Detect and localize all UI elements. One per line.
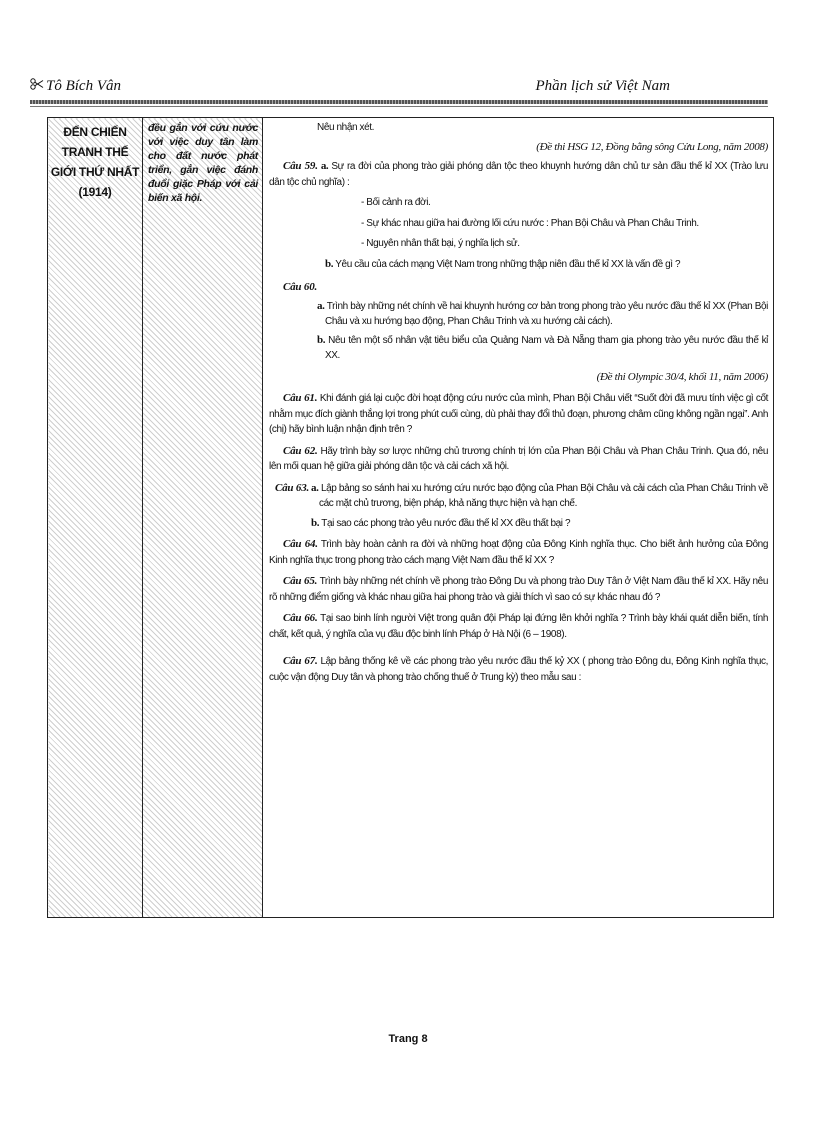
question-61 — [269, 391, 768, 438]
question-63-b — [269, 516, 768, 532]
table-row — [48, 118, 774, 918]
question-66 — [269, 611, 768, 642]
question-65 — [269, 574, 768, 605]
page-number: Trang 8 — [388, 1033, 428, 1045]
page-header — [30, 70, 768, 100]
sub-item: - Nguyên nhân thất bại, ý nghĩa lịch sử. — [361, 238, 520, 249]
questions-cell — [263, 118, 774, 918]
question-text: Lập bảng so sánh hai xu hướng cứu nước bạo động của Phan Bội Châu và cải cách của Phan Châu Trinh về các mặt chủ trương, biện pháp, khả năng thực hiện và hạn chế. — [319, 482, 768, 509]
summary-text: đều gắn với cứu nước với việc duy tân làm cho đất nước phát triển, gắn việc đánh đuổi giặc Pháp với cải biến xã hội. — [148, 122, 258, 204]
question-text: Nêu tên một số nhân vật tiêu biểu của Quảng Nam và Đà Nẵng tham gia phong trào yêu nước đầu thế kỉ XX. — [325, 334, 768, 361]
header-rule — [30, 100, 768, 104]
item-letter: b. — [325, 257, 334, 270]
summary-cell — [143, 118, 263, 918]
question-text: Trình bày hoàn cảnh ra đời và những hoạt động của Đông Kinh nghĩa thục. Cho biết ảnh hưởng của Đông Kinh nghĩa thục trong phong trào cách mạng Việt Nam đầu thế kỉ XX ? — [269, 539, 768, 566]
content-table — [47, 117, 774, 918]
item-letter: b. — [311, 516, 320, 529]
question-text: Khi đánh giá lại cuộc đời hoạt động cứu nước của mình, Phan Bội Châu viết “Suốt đời đã mưu tính việc gì cốt nhằm mục đích giành thắng lợi trong phút cuối cùng, dù phải thay đổi thủ đoạn, phương châm cũng không ngần ngại”. Anh (chị) hãy bình luận nhận định trên ? — [269, 393, 768, 435]
period-line: TRANH THẾ — [61, 145, 129, 159]
question-text: Yêu cầu của cách mạng Việt Nam trong những thập niên đầu thế kỉ XX là vấn đề gì ? — [335, 258, 681, 270]
question-label: Câu 64. — [283, 538, 318, 550]
sub-item: - Bối cảnh ra đời. — [361, 197, 431, 208]
item-letter: a. — [311, 481, 319, 494]
question-text: Trình bày những nét chính về phong trào Đông Du và phong trào Duy Tân ở Việt Nam đầu thế kỉ XX. Hãy nêu rõ những điểm giống và khác nhau giữa hai phong trào và giải thích vì sao có sự khác nhau đó ? — [269, 576, 768, 603]
item-letter: b. — [317, 333, 326, 346]
period-line: GIỚI THỨ NHẤT — [50, 165, 140, 179]
question-label: Câu 62. — [283, 444, 318, 457]
question-59 — [269, 159, 768, 190]
period-cell — [48, 118, 143, 918]
question-62 — [269, 444, 768, 475]
question-63-a — [269, 481, 768, 512]
question-text: Lập bảng thống kê về các phong trào yêu nước đầu thế kỷ XX ( phong trào Đông du, Đông Kinh nghĩa thục, cuộc vận động Duy tân và phong trào chống thuế ở Trung kỳ) theo mẫu sau : — [269, 656, 768, 683]
scissors-icon — [30, 78, 44, 95]
question-label: Câu 67. — [283, 655, 318, 667]
question-label: Câu 66. — [283, 612, 318, 624]
author-name: Tô Bích Vân — [46, 78, 121, 94]
question-59-b — [269, 257, 768, 273]
period-line: (1914) — [78, 185, 112, 199]
question-text: Tại sao binh lính người Việt trong quân đội Pháp lại đứng lên khởi nghĩa ? Trình bày khái quát diễn biến, tính chất, kết quả, ý nghĩa của vụ đầu độc binh lính Pháp ở Hà Nội (6 – 1908). — [269, 613, 768, 640]
question-60-b — [269, 333, 768, 364]
intro-text: Nêu nhận xét. — [317, 122, 375, 133]
question-label: Câu 61. — [283, 392, 318, 404]
author-block — [30, 78, 121, 95]
subject-title: Phần lịch sử Việt Nam — [535, 78, 670, 94]
sub-item: - Sự khác nhau giữa hai đường lối cứu nước : Phan Bội Châu và Phan Châu Trinh. — [361, 217, 699, 229]
question-64 — [269, 537, 768, 568]
question-label: Câu 60. — [283, 281, 318, 293]
item-letter: a. — [320, 160, 329, 172]
question-label: Câu 63. — [275, 481, 310, 494]
question-text: Sự ra đời của phong trào giải phóng dân tộc theo khuynh hướng dân chủ tư sản đầu thế kỉ XX (Trào lưu dân tộc chủ nghĩa) : — [269, 161, 768, 188]
period-line: ĐẾN CHIẾN — [63, 125, 127, 139]
header-rule-thin — [30, 106, 768, 107]
question-label: Câu 59. — [283, 160, 318, 172]
source-citation: (Đề thi HSG 12, Đồng bằng sông Cửu Long, năm 2008) — [536, 140, 768, 153]
question-text: Trình bày những nét chính về hai khuynh hướng cơ bản trong phong trào yêu nước đầu thế kỉ XX (Phan Bội Châu và xu hướng bạo động, Phan Châu Trinh và xu hướng cải cách). — [325, 300, 769, 327]
question-text: Tại sao các phong trào yêu nước đầu thế kỉ XX đều thất bại ? — [321, 517, 571, 529]
question-label: Câu 65. — [283, 575, 318, 587]
question-67 — [269, 654, 768, 685]
item-letter: a. — [317, 299, 325, 312]
question-text: Hãy trình bày sơ lược những chủ trương chính trị lớn của Phan Bội Châu và Phan Châu Trinh. Qua đó, nêu lên mối quan hệ giữa giải phóng dân tộc và cải cách xã hội. — [269, 445, 768, 472]
source-citation: (Đề thi Olympic 30/4, khối 11, năm 2006) — [596, 370, 768, 383]
question-60-a — [269, 299, 768, 330]
question-60 — [269, 280, 768, 296]
